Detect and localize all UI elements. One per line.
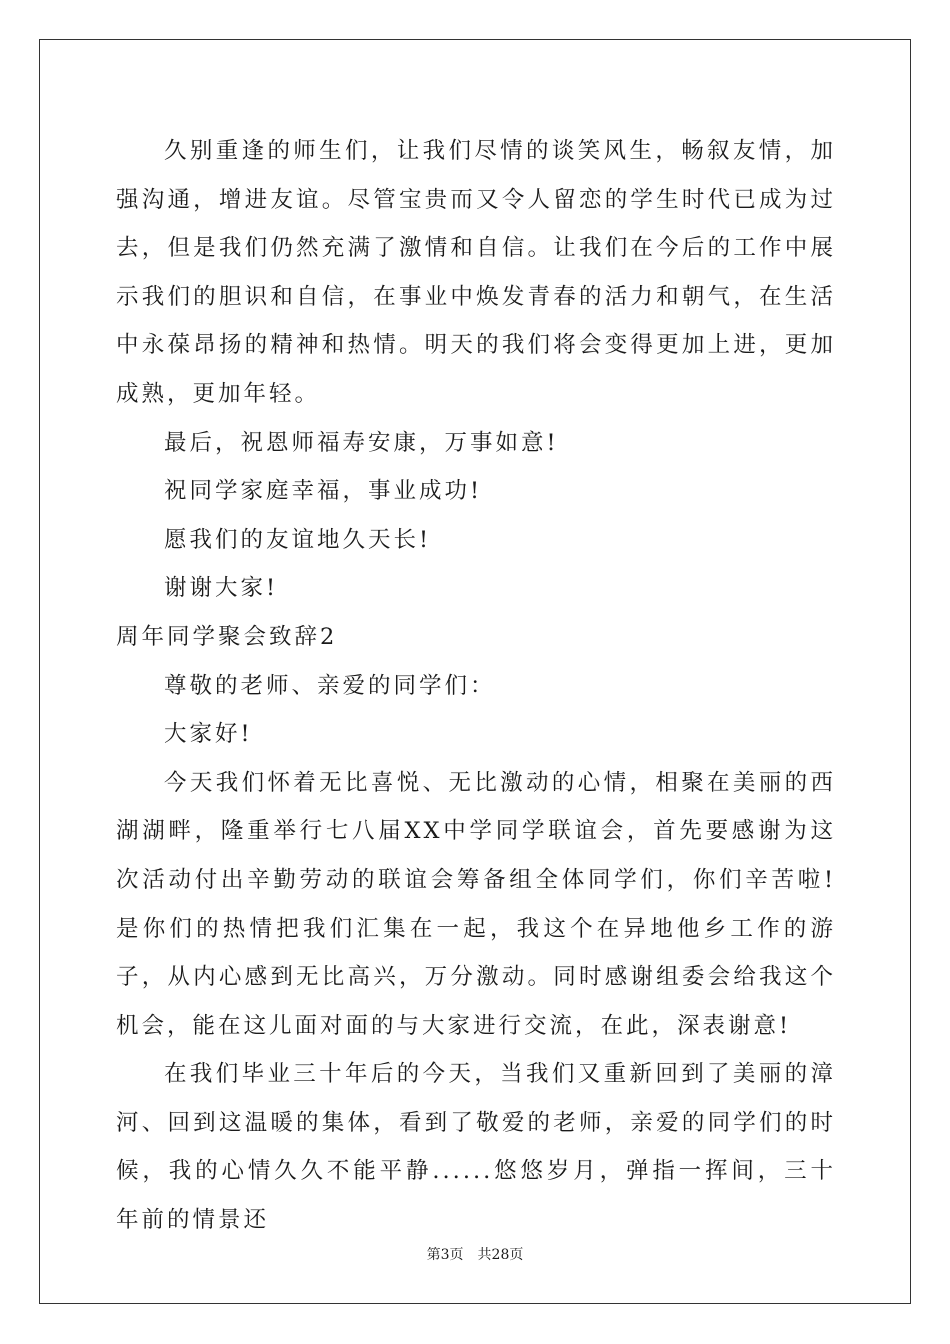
paragraph: 大家好! — [164, 721, 253, 748]
section-heading: 周年同学聚会致辞2 — [116, 623, 338, 650]
paragraph: 祝同学家庭幸福，事业成功! — [164, 478, 483, 505]
paragraph: 最后，祝恩师福寿安康，万事如意! — [164, 429, 559, 456]
page-total: 共28页 — [477, 1247, 524, 1263]
paragraph: 愿我们的友谊地久天长! — [164, 526, 432, 553]
page-number: 第3页 — [426, 1247, 464, 1263]
paragraph: 今天我们怀着无比喜悦、无比激动的心情，相聚在美丽的西湖湖畔，隆重举行七八届XX中学同学联谊会，首先要感谢为这次活动付出辛勤劳动的联谊会筹备组全体同学们，你们辛苦啦!是你们的热情把我们汇集在一起，我这个在异地他乡工作的游子，从内心感到无比高兴，万分激动。同时感谢组委会给我这个机会，能在这儿面对面的与大家进行交流，在此，深表谢意! — [116, 769, 836, 1039]
paragraph: 久别重逢的师生们，让我们尽情的谈笑风生，畅叙友情，加强沟通，增进友谊。尽管宝贵而又令人留恋的学生时代已成为过去，但是我们仍然充满了激情和自信。让我们在今后的工作中展示我们的胆识和自信，在事业中焕发青春的活力和朝气，在生活中永葆昂扬的精神和热情。明天的我们将会变得更加上进，更加成熟，更加年轻。 — [116, 138, 836, 407]
paragraph: 在我们毕业三十年后的今天，当我们又重新回到了美丽的漳河、回到这温暖的集体，看到了敬爱的老师，亲爱的同学们的时候，我的心情久久不能平静......悠悠岁月，弹指一挥间，三十年前的情景还 — [116, 1061, 836, 1234]
page-footer — [0, 1245, 950, 1265]
document-body — [116, 127, 836, 1245]
paragraph: 谢谢大家! — [164, 575, 279, 602]
paragraph: 尊敬的老师、亲爱的同学们： — [164, 672, 496, 699]
